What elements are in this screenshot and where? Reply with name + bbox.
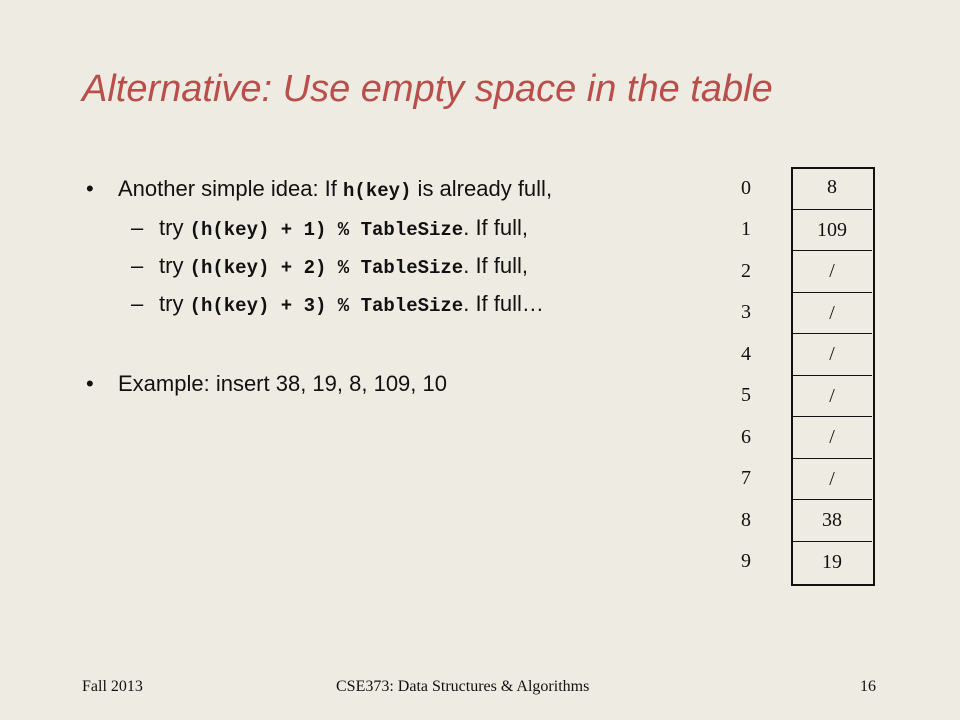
code-probe-3: (h(key) + 3) % TableSize <box>189 295 464 317</box>
table-cell: 8 <box>827 176 837 198</box>
bullet-suffix: is already full, <box>411 176 553 201</box>
code-probe-2: (h(key) + 2) % TableSize <box>189 257 464 279</box>
table-cell: 38 <box>792 499 872 541</box>
row-index: 0 <box>741 176 751 199</box>
row-index: 2 <box>741 259 751 282</box>
bullet-marker: • <box>86 176 94 201</box>
row-index: 8 <box>741 508 751 531</box>
table-cell: / <box>792 333 872 375</box>
bullet-marker: • <box>86 371 94 396</box>
table-cell: / <box>792 375 872 417</box>
row-index: 5 <box>741 384 751 406</box>
footer-page-number: 16 <box>860 678 876 695</box>
sub-prefix: try <box>159 291 190 316</box>
dash-marker: – <box>131 215 144 240</box>
table-cell: / <box>792 250 872 292</box>
bullet-idea <box>86 175 553 205</box>
sub-prefix: try <box>159 215 190 240</box>
sub-suffix: . If full, <box>463 253 529 278</box>
row-index: 3 <box>741 301 751 323</box>
sub-bullet-1 <box>131 214 529 244</box>
row-index: 7 <box>741 467 751 489</box>
example-text: Example: insert 38, 19, 8, 109, 10 <box>118 371 447 396</box>
row-index: 4 <box>741 342 751 365</box>
table-cell: / <box>792 292 872 334</box>
dash-marker: – <box>131 291 144 316</box>
slide-title: Alternative: Use empty space in the table <box>82 68 773 110</box>
bullet-prefix: Another simple idea: If <box>118 176 344 201</box>
table-cell: 109 <box>792 209 872 251</box>
footer-course: CSE373: Data Structures & Algorithms <box>336 678 590 695</box>
sub-suffix: . If full, <box>463 215 529 240</box>
table-cell: / <box>792 458 872 500</box>
table-cell: 19 <box>792 541 872 583</box>
table-cell: / <box>792 416 872 458</box>
row-index: 1 <box>741 218 751 240</box>
dash-marker: – <box>131 253 144 278</box>
sub-suffix: . If full… <box>463 291 544 316</box>
sub-bullet-3 <box>131 290 544 320</box>
sub-bullet-2 <box>131 252 529 282</box>
code-probe-1: (h(key) + 1) % TableSize <box>189 219 464 241</box>
row-index: 9 <box>741 550 751 572</box>
row-index: 6 <box>741 425 751 448</box>
bullet-example <box>86 370 447 398</box>
footer-date: Fall 2013 <box>82 678 143 695</box>
code-hkey: h(key) <box>343 180 412 202</box>
sub-prefix: try <box>159 253 190 278</box>
